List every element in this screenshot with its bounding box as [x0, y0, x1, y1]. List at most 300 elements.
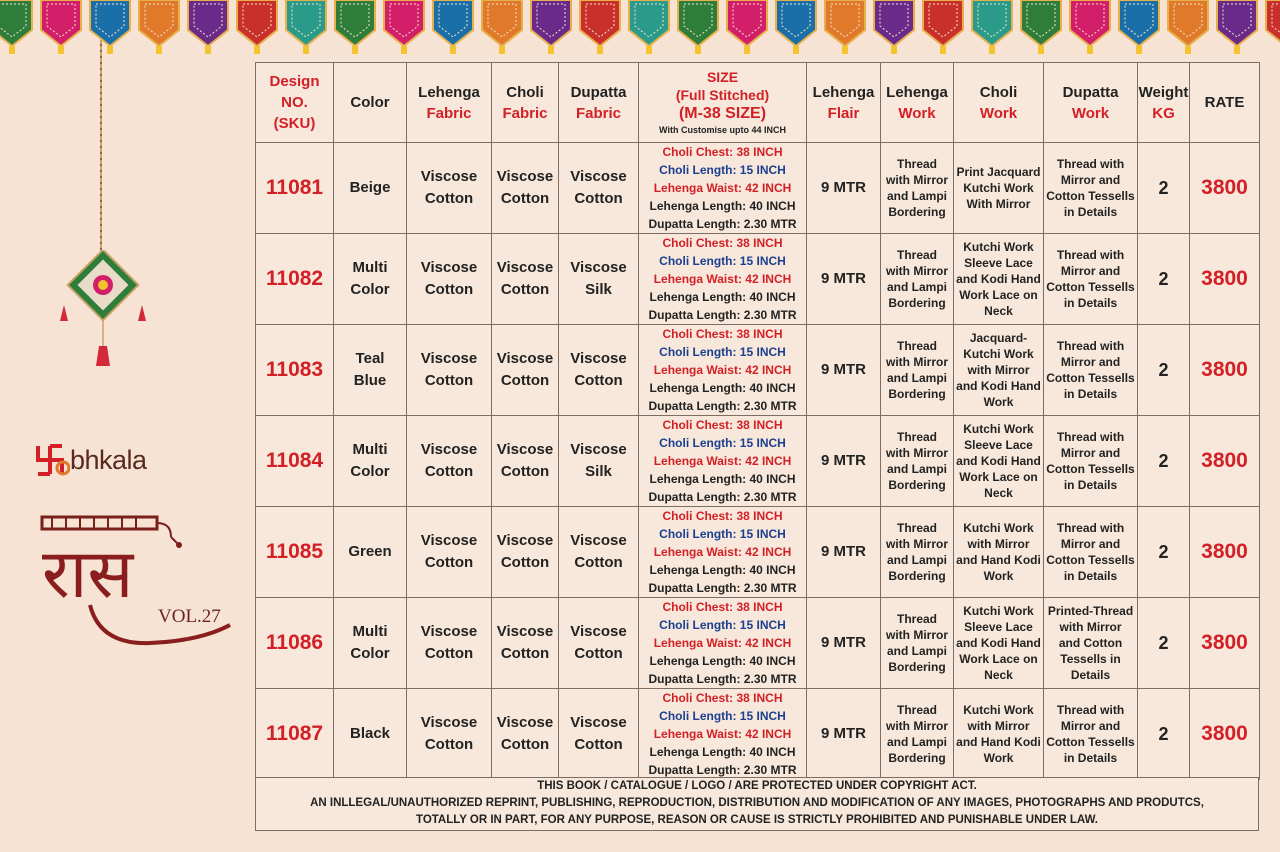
size-line: Choli Length: 15 INCH [659, 709, 786, 723]
cell-lehenga-work [881, 325, 954, 416]
table-row [256, 325, 1260, 416]
weight-value: 2 [1158, 360, 1169, 380]
cell-lehenga-work [881, 689, 954, 780]
sku-value: 11084 [265, 449, 324, 472]
cell-size [639, 325, 807, 416]
cell-dupatta-work [1044, 143, 1138, 234]
work-line: Bordering [888, 205, 946, 219]
work-line: Mirror and [1060, 264, 1121, 278]
weight-value: 2 [1158, 542, 1169, 562]
weight-value: 2 [1158, 724, 1169, 744]
cell-dupatta-fabric [559, 325, 639, 416]
work-line: Thread [896, 339, 937, 353]
cell-size [639, 416, 807, 507]
bunting-flag [1119, 0, 1159, 54]
size-line: Choli Length: 15 INCH [659, 163, 786, 177]
bunting-flag [678, 0, 718, 54]
size-line: Dupatta Length: 2.30 MTR [648, 763, 797, 777]
header-rate: RATE [1190, 63, 1260, 143]
work-line: and Lampi [886, 462, 947, 476]
bunting-flag [90, 0, 130, 54]
bunting-flag [1168, 0, 1208, 54]
work-line: and Lampi [886, 644, 947, 658]
table-row [256, 143, 1260, 234]
size-line: Lehenga Length: 40 INCH [649, 745, 796, 759]
work-line: Thread [896, 248, 937, 262]
cell-color [334, 416, 407, 507]
work-line: Thread with [1056, 157, 1125, 171]
work-line: Bordering [888, 478, 946, 492]
header-lehenga-fabric [407, 63, 492, 143]
header-line: Work [1071, 104, 1110, 122]
flair-value: 9 MTR [821, 361, 866, 378]
bunting-flag [482, 0, 522, 54]
size-line: Lehenga Waist: 42 INCH [653, 636, 792, 650]
fabric-line: Viscose [496, 259, 554, 276]
table-row [256, 598, 1260, 689]
cell-dupatta-fabric [559, 416, 639, 507]
header-design-line: (SKU) [273, 115, 316, 132]
work-line: Work [983, 751, 1014, 765]
size-line: Dupatta Length: 2.30 MTR [648, 217, 797, 231]
bunting-flag [139, 0, 179, 54]
work-line: with Mirror [886, 446, 948, 460]
fabric-line: Cotton [574, 736, 623, 753]
bunting-flag [727, 0, 767, 54]
work-line: Print Jacquard [956, 165, 1041, 179]
work-line: with Mirror [886, 719, 948, 733]
size-line: Lehenga Waist: 42 INCH [653, 363, 792, 377]
color-line: Blue [353, 372, 387, 389]
ras-title-text: रास [42, 535, 134, 614]
cell-choli-work [954, 325, 1044, 416]
size-line: Choli Length: 15 INCH [659, 436, 786, 450]
cell-size [639, 598, 807, 689]
fabric-line: Viscose [496, 623, 554, 640]
size-line: Choli Length: 15 INCH [659, 345, 786, 359]
hanging-charm-icon [58, 250, 148, 370]
header-dupatta-fabric [559, 63, 639, 143]
rate-value: 3800 [1201, 540, 1248, 563]
work-line: with Mirror [886, 355, 948, 369]
header-line: Flair [827, 104, 860, 122]
size-line: Choli Chest: 38 INCH [662, 600, 783, 614]
work-line: and Kodi Hand [956, 379, 1041, 393]
color-line: Color [350, 463, 390, 480]
size-line: Lehenga Waist: 42 INCH [653, 727, 792, 741]
work-line: and Hand Kodi [956, 735, 1041, 749]
work-line: Kutchi Work [963, 604, 1034, 618]
size-line: Choli Chest: 38 INCH [662, 327, 783, 341]
fabric-line: Viscose [420, 532, 478, 549]
work-line: Thread [896, 430, 937, 444]
fabric-line: Viscose [496, 714, 554, 731]
table-row [256, 416, 1260, 507]
work-line: and Lampi [886, 735, 947, 749]
header-weight [1138, 63, 1190, 143]
work-line: Kutchi Work [963, 240, 1034, 254]
cell-rate [1190, 234, 1260, 325]
size-line: Choli Chest: 38 INCH [662, 691, 783, 705]
header-lehenga-flair [807, 63, 881, 143]
bunting-flag [188, 0, 228, 54]
cell-lehenga-fabric [407, 234, 492, 325]
work-line: and Kodi Hand [956, 636, 1041, 650]
size-line: Dupatta Length: 2.30 MTR [648, 308, 797, 322]
footer-line: TOTALLY OR IN PART, FOR ANY PURPOSE, REASON OR CAUSE IS STRICTLY PROHIBITED AND PUNISHABLE UNDER LAW. [416, 814, 1098, 826]
work-line: Jacquard- [969, 331, 1028, 345]
work-line: Mirror and [1060, 355, 1121, 369]
fabric-line: Viscose [496, 168, 554, 185]
work-line: Kutchi Work [963, 181, 1034, 195]
work-line: in Details [1063, 478, 1118, 492]
work-line: and Lampi [886, 553, 947, 567]
cell-flair [807, 507, 881, 598]
cell-choli-fabric [492, 325, 559, 416]
work-line: Neck [984, 668, 1013, 682]
work-line: and Lampi [886, 189, 947, 203]
bunting-flag [580, 0, 620, 54]
flair-value: 9 MTR [821, 270, 866, 287]
fabric-line: Cotton [424, 190, 474, 207]
header-line: KG [1152, 104, 1175, 122]
work-line: Work [983, 569, 1014, 583]
color-line: Black [349, 725, 391, 742]
cell-weight [1138, 416, 1190, 507]
flair-value: 9 MTR [821, 179, 866, 196]
work-line: Work Lace on [959, 288, 1038, 302]
bunting-flag [874, 0, 914, 54]
work-line: Details [1070, 668, 1111, 682]
cell-flair [807, 325, 881, 416]
work-line: Kutchi Work [963, 347, 1034, 361]
copyright-footer [255, 777, 1259, 831]
cell-choli-fabric [492, 416, 559, 507]
work-line: with Mirror [886, 628, 948, 642]
volume-label: VOL.27 [158, 606, 221, 627]
work-line: Work Lace on [959, 470, 1038, 484]
work-line: Tessells in [1060, 652, 1121, 666]
work-line: Bordering [888, 569, 946, 583]
size-line: Lehenga Length: 40 INCH [649, 381, 796, 395]
table-row [256, 507, 1260, 598]
cell-lehenga-fabric [407, 325, 492, 416]
work-line: Kutchi Work [963, 422, 1034, 436]
cell-flair [807, 689, 881, 780]
cell-color [334, 598, 407, 689]
work-line: with Mirror [886, 537, 948, 551]
work-line: Neck [984, 486, 1013, 500]
cell-rate [1190, 598, 1260, 689]
work-line: with Mirror [886, 173, 948, 187]
fabric-line: Cotton [424, 463, 474, 480]
bunting-flag [923, 0, 963, 54]
size-line: Choli Chest: 38 INCH [662, 236, 783, 250]
work-line: Bordering [888, 660, 946, 674]
fabric-line: Viscose [570, 168, 627, 185]
fabric-line: Viscose [570, 623, 627, 640]
fabric-line: Silk [585, 281, 612, 298]
price-table [255, 62, 1260, 780]
header-choli-fabric [492, 63, 559, 143]
work-line: Kutchi Work [963, 703, 1034, 717]
cell-rate [1190, 325, 1260, 416]
weight-value: 2 [1158, 633, 1169, 653]
cell-choli-fabric [492, 234, 559, 325]
header-line: Work [898, 104, 936, 122]
work-line: Thread [896, 612, 937, 626]
size-line: Choli Length: 15 INCH [659, 527, 786, 541]
fabric-line: Cotton [574, 554, 623, 571]
cell-choli-work [954, 689, 1044, 780]
cell-lehenga-work [881, 598, 954, 689]
header-color: Color [334, 63, 407, 143]
work-line: Sleeve Lace [964, 256, 1033, 270]
cell-sku [256, 234, 334, 325]
cell-flair [807, 143, 881, 234]
bunting-flag [1217, 0, 1257, 54]
size-line: Lehenga Waist: 42 INCH [653, 545, 792, 559]
size-line: Lehenga Length: 40 INCH [649, 654, 796, 668]
cell-choli-work [954, 507, 1044, 598]
work-line: with Mirror [1059, 620, 1122, 634]
color-line: Multi [352, 441, 388, 458]
work-line: Thread with [1056, 703, 1125, 717]
header-line: Fabric [502, 104, 548, 122]
work-line: in Details [1063, 569, 1118, 583]
header-design-no [256, 63, 334, 143]
sku-value: 11085 [265, 540, 324, 563]
rate-value: 3800 [1201, 722, 1248, 745]
cell-color [334, 507, 407, 598]
work-line: Cotton Tessells [1046, 280, 1135, 294]
fabric-line: Cotton [424, 554, 474, 571]
fabric-line: Cotton [424, 645, 474, 662]
cell-sku [256, 598, 334, 689]
table-row [256, 234, 1260, 325]
size-line: Lehenga Length: 40 INCH [649, 563, 796, 577]
work-line: Cotton Tessells [1046, 462, 1135, 476]
bunting-flag [531, 0, 571, 54]
brand-name: bhkala [70, 444, 147, 475]
weight-value: 2 [1158, 269, 1169, 289]
cell-lehenga-work [881, 416, 954, 507]
size-line: Lehenga Waist: 42 INCH [653, 181, 792, 195]
fabric-line: Viscose [420, 441, 478, 458]
header-size-line: (M-38 SIZE) [678, 105, 767, 122]
bunting-flag [1021, 0, 1061, 54]
work-line: with Mirror [967, 537, 1030, 551]
cell-color [334, 325, 407, 416]
work-line: Mirror and [1060, 446, 1121, 460]
bunting-flag [384, 0, 424, 54]
cell-weight [1138, 143, 1190, 234]
work-line: Bordering [888, 387, 946, 401]
cell-sku [256, 325, 334, 416]
bunting-flag [41, 0, 81, 54]
fabric-line: Viscose [570, 714, 627, 731]
work-line: Thread [896, 703, 937, 717]
decorative-bunting [0, 0, 1280, 56]
cell-rate [1190, 507, 1260, 598]
rate-value: 3800 [1201, 631, 1248, 654]
header-line: Choli [506, 83, 544, 101]
color-line: Multi [352, 623, 388, 640]
color-line: Color [350, 645, 390, 662]
flair-value: 9 MTR [821, 725, 866, 742]
bunting-flag [972, 0, 1012, 54]
work-line: and Kodi Hand [956, 454, 1041, 468]
header-line: Dupatta [570, 83, 627, 101]
cell-choli-fabric [492, 689, 559, 780]
sku-value: 11082 [265, 267, 324, 290]
work-line: Sleeve Lace [964, 620, 1033, 634]
size-line: Lehenga Length: 40 INCH [649, 199, 796, 213]
work-line: and Hand Kodi [956, 553, 1041, 567]
footer-line: THIS BOOK / CATALOGUE / LOGO / ARE PROTECTED UNDER COPYRIGHT ACT. [537, 780, 977, 792]
bunting-flag [433, 0, 473, 54]
table-row [256, 689, 1260, 780]
bunting-flag [629, 0, 669, 54]
fabric-line: Viscose [420, 714, 478, 731]
cell-dupatta-fabric [559, 598, 639, 689]
size-line: Lehenga Length: 40 INCH [649, 472, 796, 486]
cell-dupatta-work [1044, 325, 1138, 416]
fabric-line: Cotton [574, 645, 623, 662]
cell-lehenga-work [881, 143, 954, 234]
rate-value: 3800 [1201, 449, 1248, 472]
header-size [639, 63, 807, 143]
header-size-line: SIZE [706, 69, 739, 85]
cell-dupatta-work [1044, 598, 1138, 689]
fabric-line: Cotton [424, 736, 474, 753]
header-line: Lehenga [886, 83, 948, 101]
fabric-line: Cotton [500, 736, 550, 753]
header-line: Lehenga [812, 83, 875, 101]
fabric-line: Viscose [420, 350, 478, 367]
work-line: Work Lace on [959, 652, 1038, 666]
rate-value: 3800 [1201, 358, 1248, 381]
work-line: Mirror and [1060, 537, 1121, 551]
sku-value: 11081 [265, 176, 324, 199]
fabric-line: Viscose [496, 350, 554, 367]
work-line: in Details [1063, 205, 1118, 219]
header-line: Weight [1138, 83, 1189, 101]
bunting-flag [1070, 0, 1110, 54]
cell-dupatta-work [1044, 234, 1138, 325]
fabric-line: Silk [585, 463, 612, 480]
cell-choli-fabric [492, 143, 559, 234]
flair-value: 9 MTR [821, 452, 866, 469]
work-line: Cotton Tessells [1046, 553, 1135, 567]
size-line: Choli Length: 15 INCH [659, 254, 786, 268]
work-line: Thread with [1056, 430, 1125, 444]
work-line: Cotton Tessells [1046, 371, 1135, 385]
fabric-line: Viscose [496, 532, 554, 549]
bunting-flag [1266, 0, 1280, 54]
fabric-line: Cotton [574, 372, 623, 389]
cell-size [639, 234, 807, 325]
fabric-line: Cotton [424, 281, 474, 298]
header-line: Fabric [426, 104, 472, 122]
cell-lehenga-work [881, 507, 954, 598]
header-line: Lehenga [418, 83, 480, 101]
bunting-flag [0, 0, 32, 54]
work-line: Mirror and [1060, 719, 1121, 733]
sku-value: 11087 [265, 722, 324, 745]
size-line: Choli Length: 15 INCH [659, 618, 786, 632]
work-line: Thread with [1056, 248, 1125, 262]
header-lehenga-work [881, 63, 954, 143]
sku-value: 11083 [265, 358, 324, 381]
header-line: Dupatta [1062, 83, 1119, 101]
work-line: Cotton Tessells [1046, 735, 1135, 749]
header-size-line: (Full Stitched) [675, 87, 770, 103]
color-line: Teal [355, 350, 385, 367]
work-line: Thread with [1056, 339, 1125, 353]
fabric-line: Cotton [424, 372, 474, 389]
fabric-line: Viscose [420, 168, 478, 185]
cell-sku [256, 143, 334, 234]
work-line: Mirror and [1060, 173, 1121, 187]
cell-flair [807, 234, 881, 325]
swastik-logo-icon [30, 440, 70, 480]
size-line: Lehenga Waist: 42 INCH [653, 272, 792, 286]
brand-logo [30, 436, 230, 484]
cell-weight [1138, 689, 1190, 780]
cell-dupatta-fabric [559, 234, 639, 325]
cell-color [334, 234, 407, 325]
cell-lehenga-work [881, 234, 954, 325]
cell-sku [256, 507, 334, 598]
work-line: and Lampi [886, 371, 947, 385]
cell-choli-fabric [492, 507, 559, 598]
cell-size [639, 689, 807, 780]
cell-choli-work [954, 416, 1044, 507]
size-line: Choli Chest: 38 INCH [662, 509, 783, 523]
work-line: with Mirror [967, 719, 1030, 733]
hanging-string [100, 40, 102, 260]
weight-value: 2 [1158, 178, 1169, 198]
cell-weight [1138, 325, 1190, 416]
cell-weight [1138, 507, 1190, 598]
fabric-line: Viscose [570, 532, 627, 549]
fabric-line: Cotton [500, 554, 550, 571]
bunting-flag [237, 0, 277, 54]
cell-color [334, 689, 407, 780]
fabric-line: Cotton [500, 372, 550, 389]
fabric-line: Cotton [500, 281, 550, 298]
cell-choli-fabric [492, 598, 559, 689]
cell-flair [807, 416, 881, 507]
header-design-line: Design [269, 73, 320, 90]
cell-flair [807, 598, 881, 689]
header-size-line: With Customise upto 44 INCH [659, 125, 786, 135]
sku-value: 11086 [265, 631, 324, 654]
cell-lehenga-fabric [407, 598, 492, 689]
work-line: and Cotton [1058, 636, 1123, 650]
bunting-flag [825, 0, 865, 54]
color-line: Green [348, 543, 392, 560]
cell-dupatta-fabric [559, 689, 639, 780]
cell-rate [1190, 416, 1260, 507]
work-line: Bordering [888, 296, 946, 310]
bunting-flag [776, 0, 816, 54]
work-line: Kutchi Work [963, 521, 1034, 535]
cell-dupatta-work [1044, 416, 1138, 507]
cell-lehenga-fabric [407, 507, 492, 598]
cell-color [334, 143, 407, 234]
